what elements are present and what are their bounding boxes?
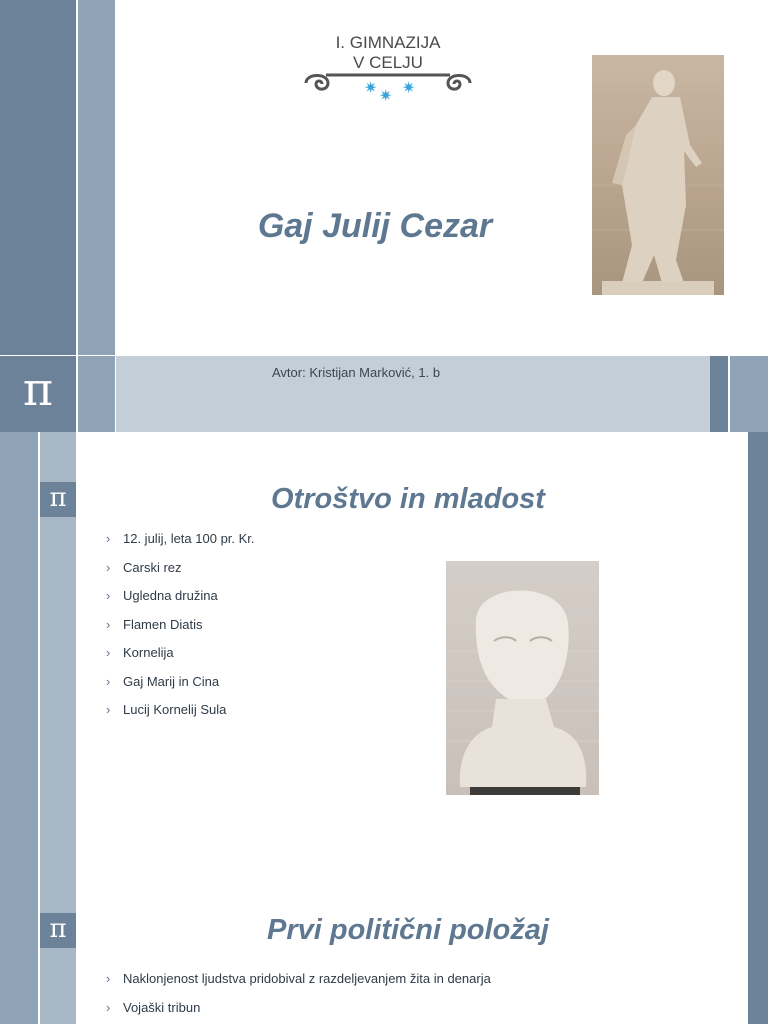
bullet-chevron-icon: ›: [106, 588, 110, 604]
svg-text:✷: ✷: [379, 86, 392, 105]
slide-3-left-band: [0, 866, 38, 1024]
bullet-chevron-icon: ›: [106, 531, 110, 547]
author-band-accent: [78, 356, 115, 432]
list-item-text: Gaj Marij in Cina: [123, 674, 219, 689]
slide-2-title: Otroštvo in mladost: [200, 483, 616, 516]
list-item-text: 12. julij, leta 100 pr. Kr.: [123, 531, 255, 546]
list-item: [106, 531, 426, 560]
list-item-text: Kornelija: [123, 645, 174, 660]
logo-line-2: V CELJU: [298, 53, 478, 73]
slide-1: [0, 0, 768, 432]
svg-text:✷: ✷: [402, 78, 415, 97]
list-item-text: Flamen Diatis: [123, 617, 202, 632]
caesar-statue-image: [592, 55, 724, 295]
left-band-light: [78, 0, 115, 355]
bullet-chevron-icon: ›: [106, 1000, 110, 1016]
pi-icon: π: [0, 366, 76, 412]
list-item: [106, 971, 666, 1000]
list-item: [106, 617, 426, 646]
slide-3-bullet-list: [106, 971, 666, 1028]
logo-line-1: I. GIMNAZIJA: [298, 33, 478, 53]
author-text: Avtor: Kristijan Marković, 1. b: [272, 365, 440, 380]
bullet-chevron-icon: ›: [106, 971, 110, 987]
svg-text:✷: ✷: [364, 78, 377, 97]
bust-figure: [446, 561, 599, 795]
slide-2: [0, 432, 768, 866]
list-item: [106, 645, 426, 674]
slide-3-right-band: [748, 866, 768, 1024]
list-item-text: Naklonjenost ljudstva pridobival z razdeljevanjem žita in denarja: [123, 971, 491, 986]
slide-3-title: Prvi politični položaj: [200, 914, 616, 947]
slide-2-left-band: [0, 432, 38, 866]
list-item-text: Ugledna družina: [123, 588, 218, 603]
bullet-chevron-icon: ›: [106, 702, 110, 718]
logo-scroll-ornament: [298, 69, 478, 105]
slide-3: [0, 866, 768, 1024]
slide-2-right-band: [748, 432, 768, 866]
caesar-bust-image: [446, 561, 599, 795]
bullet-chevron-icon: ›: [106, 560, 110, 576]
author-band-right-2: [730, 356, 768, 432]
list-item: [106, 560, 426, 589]
slide-2-bullet-list: [106, 531, 426, 731]
left-band: [0, 0, 76, 355]
school-logo: [298, 33, 478, 105]
slide-1-title: Gaj Julij Cezar: [200, 207, 550, 246]
statue-figure: [592, 55, 724, 295]
list-item: [106, 674, 426, 703]
pi-icon: π: [40, 485, 76, 511]
list-item-text: Vojaški tribun: [123, 1000, 200, 1015]
list-item-text: Lucij Kornelij Sula: [123, 702, 226, 717]
bullet-chevron-icon: ›: [106, 617, 110, 633]
author-band-right-1: [710, 356, 728, 432]
list-item: [106, 702, 426, 731]
bullet-chevron-icon: ›: [106, 645, 110, 661]
pi-icon: π: [40, 916, 76, 942]
bullet-chevron-icon: ›: [106, 674, 110, 690]
list-item: [106, 588, 426, 617]
list-item-text: Carski rez: [123, 560, 182, 575]
